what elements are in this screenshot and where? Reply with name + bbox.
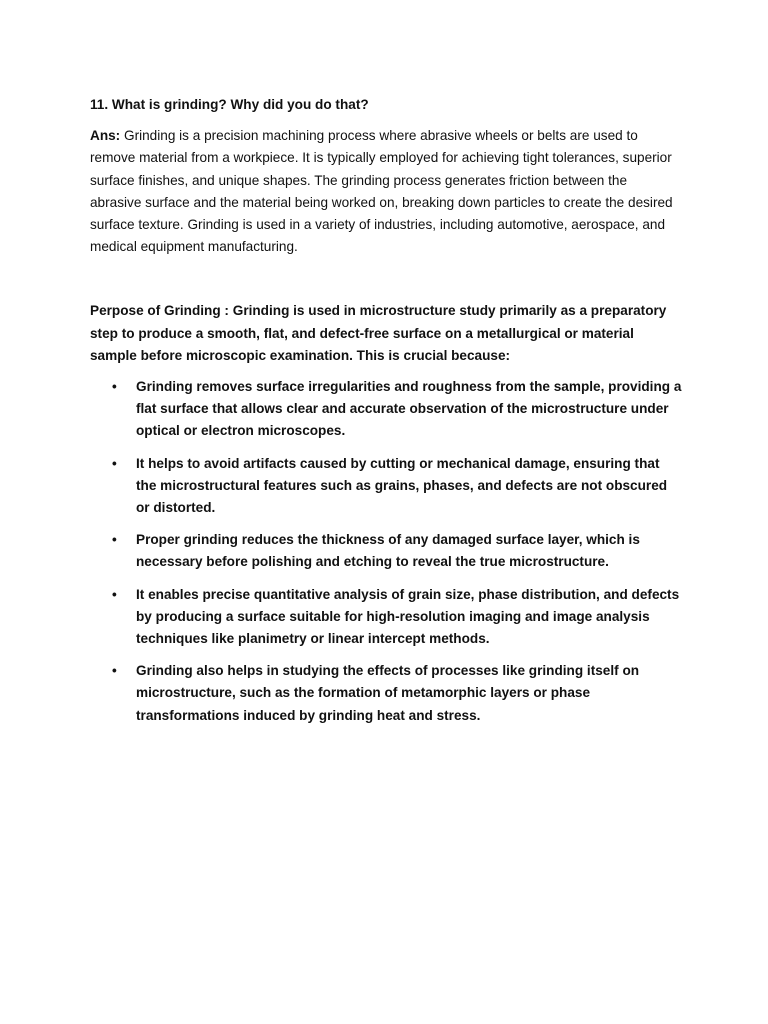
- bullet-text: It enables precise quantitative analysis of grain size, phase distribution, and defects by producing a surface suitable for high-resolution imaging and image analysis techniques like planimetry or linear intercept methods.: [136, 586, 680, 647]
- bullet-text: Proper grinding reduces the thickness of any damaged surface layer, which is necessary before polishing and etching to reveal the true microstructure.: [136, 532, 640, 570]
- answer-label: Ans:: [90, 128, 121, 144]
- bullet-item: [90, 660, 682, 727]
- bullet-icon: •: [112, 663, 117, 679]
- bullet-icon: •: [112, 532, 117, 548]
- bullet-icon: •: [112, 455, 117, 471]
- bullet-text: It helps to avoid artifacts caused by cutting or mechanical damage, ensuring that the microstructural features such as grains, phases, and defects are not obscured or distorted.: [136, 455, 668, 516]
- purpose-paragraph: Perpose of Grinding : Grinding is used in microstructure study primarily as a preparatory step to produce a smooth, flat, and defect-free surface on a metallurgical or material sample before microscopic examination. This is crucial because:: [90, 303, 667, 363]
- bullet-icon: •: [112, 379, 117, 395]
- bullet-item: [90, 529, 682, 573]
- document-page: [90, 94, 682, 737]
- question-heading: 11. What is grinding? Why did you do that?: [90, 97, 369, 112]
- bullet-item: [90, 584, 682, 651]
- bullet-item: [90, 376, 682, 443]
- answer-paragraph: [90, 125, 682, 258]
- answer-text: Grinding is a precision machining process where abrasive wheels or belts are used to remove material from a workpiece. It is typically employed for achieving tight tolerances, superior surface finishes, and unique shapes. The grinding process generates friction between the abrasive surface and the material being worked on, breaking down particles to create the desired surface texture. Grinding is used in a variety of industries, including automotive, aerospace, and medical equipment manufacturing.: [90, 128, 673, 255]
- bullet-item: [90, 453, 682, 520]
- bullet-icon: •: [112, 586, 117, 602]
- bullet-text: Grinding removes surface irregularities and roughness from the sample, providing a flat surface that allows clear and accurate observation of the microstructure under optical or electron microscopes.: [136, 379, 682, 439]
- purpose-bullet-list: [90, 376, 682, 727]
- bullet-text: Grinding also helps in studying the effects of processes like grinding itself on microstructure, such as the formation of metamorphic layers or phase transformations induced by grinding heat and stress.: [136, 663, 640, 723]
